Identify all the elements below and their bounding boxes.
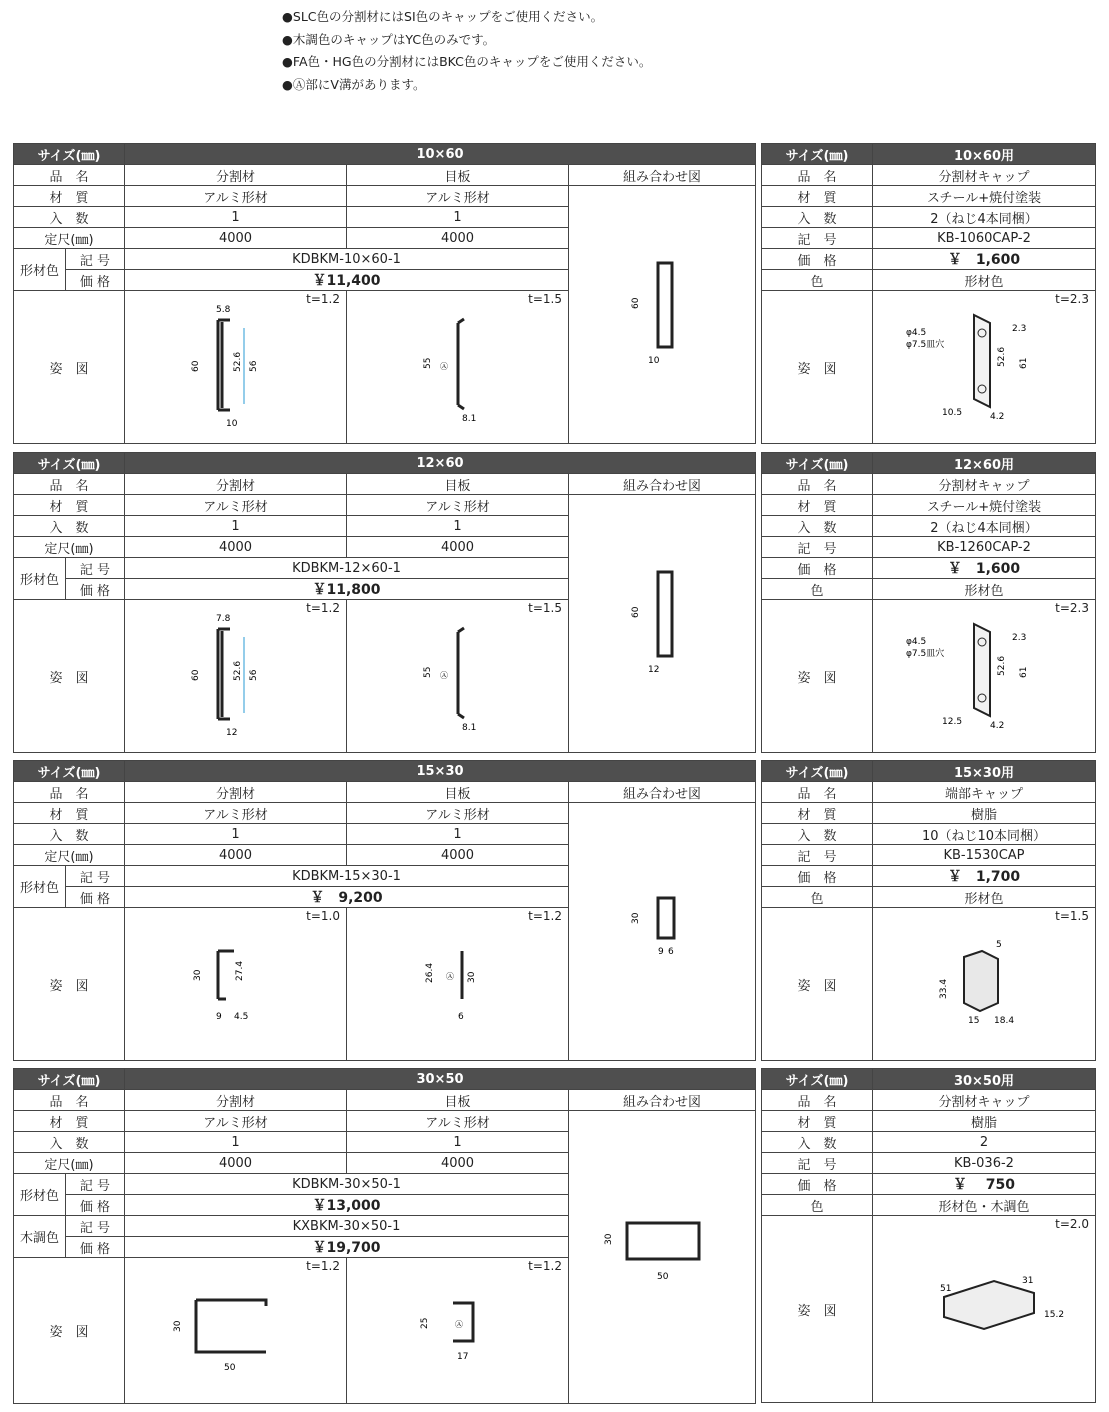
figure-part-b — [347, 908, 569, 1061]
cover-plate-figure — [418, 614, 498, 734]
combo-figure-cell — [569, 186, 756, 444]
svg-text:2.3: 2.3 — [1012, 633, 1027, 643]
material-label: 材 質 — [762, 1111, 873, 1132]
length-label: 定尺(㎜) — [14, 228, 125, 249]
cap-material: スチール+焼付塗装 — [873, 186, 1096, 207]
cap-size: 10×60用 — [873, 144, 1096, 165]
svg-text:8.1: 8.1 — [461, 723, 476, 733]
svg-text:φ4.5: φ4.5 — [906, 328, 927, 338]
svg-text:12: 12 — [648, 664, 660, 675]
cover-plate-figure — [413, 1289, 503, 1369]
thickness-b: t=1.5 — [528, 292, 562, 306]
svg-text:61: 61 — [1019, 666, 1029, 678]
svg-text:60: 60 — [631, 297, 642, 309]
svg-text:10: 10 — [648, 355, 660, 366]
combination-figure — [622, 890, 702, 970]
svg-text:55: 55 — [422, 666, 433, 678]
size-value: 12×60 — [125, 453, 756, 474]
svg-text:6: 6 — [457, 1012, 464, 1022]
cap-code: KB-1530CAP — [873, 845, 1096, 866]
cap-figure — [924, 937, 1044, 1027]
svg-text:φ4.5: φ4.5 — [906, 637, 927, 647]
qty-label: 入 数 — [14, 516, 125, 537]
product-table-30×50 — [13, 1068, 756, 1404]
svg-text:52.6: 52.6 — [232, 351, 243, 372]
product-table-15×30 — [13, 760, 756, 1061]
svg-text:5: 5 — [996, 940, 1002, 950]
material-label: 材 質 — [14, 803, 125, 824]
cap-thickness: t=2.0 — [1055, 1217, 1089, 1231]
figure-label: 姿 図 — [14, 291, 125, 444]
figure-part-a — [125, 908, 347, 1061]
name-label: 品 名 — [14, 1090, 125, 1111]
part-a-name: 分割材 — [125, 782, 347, 803]
material-a: アルミ形材 — [125, 1111, 347, 1132]
svg-text:60: 60 — [631, 606, 642, 618]
material-b: アルミ形材 — [347, 803, 569, 824]
code-label: 記 号 — [66, 249, 125, 270]
code-label: 記 号 — [762, 1153, 873, 1174]
svg-text:18.4: 18.4 — [994, 1016, 1015, 1026]
thickness-b: t=1.5 — [528, 601, 562, 615]
cap-qty: 10（ねじ10本同梱） — [873, 824, 1096, 845]
svg-text:52.6: 52.6 — [997, 346, 1007, 367]
svg-text:Ⓐ: Ⓐ — [454, 1319, 463, 1329]
svg-text:52.6: 52.6 — [997, 655, 1007, 676]
shape-color-label: 形材色 — [14, 558, 66, 600]
size-label: サイズ(㎜) — [762, 144, 873, 165]
thickness-a: t=1.2 — [306, 292, 340, 306]
svg-text:12.5: 12.5 — [942, 717, 963, 727]
price-label: 価 格 — [762, 249, 873, 270]
qty-b: 1 — [347, 516, 569, 537]
thickness-a: t=1.2 — [306, 1259, 340, 1273]
cap-table-10×60 — [761, 143, 1096, 444]
combination-figure — [597, 1215, 727, 1295]
part-a-name: 分割材 — [125, 1090, 347, 1111]
shape-color-label: 形材色 — [14, 866, 66, 908]
size-value: 30×50 — [125, 1069, 756, 1090]
combo-figure-cell — [569, 1111, 756, 1404]
price-label: 価 格 — [762, 558, 873, 579]
figure-part-a — [125, 291, 347, 444]
svg-text:55: 55 — [422, 357, 433, 369]
svg-text:15.2: 15.2 — [1044, 1310, 1064, 1320]
cap-figure-cell — [873, 1216, 1096, 1403]
combo-label: 組み合わせ図 — [569, 165, 756, 186]
qty-label: 入 数 — [762, 207, 873, 228]
part-b-name: 目板 — [347, 165, 569, 186]
figure-label: 姿 図 — [762, 600, 873, 753]
svg-text:7.8: 7.8 — [215, 614, 230, 624]
svg-text:Ⓐ: Ⓐ — [445, 972, 454, 981]
thickness-b: t=1.2 — [528, 1259, 562, 1273]
size-label: サイズ(㎜) — [14, 761, 125, 782]
product-code: KDBKM-10×60-1 — [125, 249, 569, 270]
price-label: 価 格 — [762, 866, 873, 887]
svg-text:10: 10 — [225, 419, 237, 429]
svg-text:5.8: 5.8 — [215, 305, 230, 315]
qty-a: 1 — [125, 1132, 347, 1153]
cap-color: 形材色 — [873, 579, 1096, 600]
figure-part-b — [347, 600, 569, 753]
svg-text:30: 30 — [604, 1233, 615, 1245]
qty-label: 入 数 — [14, 824, 125, 845]
svg-text:9: 9 — [215, 1012, 222, 1022]
code-label: 記 号 — [762, 845, 873, 866]
material-label: 材 質 — [14, 1111, 125, 1132]
product-price: ￥11,400 — [125, 270, 569, 291]
cap-qty: 2（ねじ4本同梱） — [873, 207, 1096, 228]
qty-a: 1 — [125, 824, 347, 845]
note-4: ●Ⓐ部にV溝があります。 — [282, 76, 426, 92]
cap-material: 樹脂 — [873, 803, 1096, 824]
price-label: 価 格 — [66, 579, 125, 600]
figure-label: 姿 図 — [762, 1216, 873, 1403]
cap-color: 形材色 — [873, 270, 1096, 291]
material-b: アルミ形材 — [347, 186, 569, 207]
qty-label: 入 数 — [14, 1132, 125, 1153]
svg-text:60: 60 — [190, 669, 201, 681]
svg-text:8.1: 8.1 — [461, 414, 476, 424]
cap-size: 30×50用 — [873, 1069, 1096, 1090]
svg-text:4.2: 4.2 — [990, 721, 1005, 731]
svg-text:30: 30 — [466, 971, 477, 983]
name-label: 品 名 — [14, 165, 125, 186]
figure-part-a — [125, 600, 347, 753]
product-code: KDBKM-30×50-1 — [125, 1174, 569, 1195]
size-label: サイズ(㎜) — [14, 144, 125, 165]
product-price: ￥13,000 — [125, 1195, 569, 1216]
product-price: ￥11,800 — [125, 579, 569, 600]
length-b: 4000 — [347, 537, 569, 558]
cap-price: ￥ 1,600 — [873, 249, 1096, 270]
svg-text:52.6: 52.6 — [232, 660, 243, 681]
product-table-12×60 — [13, 452, 756, 753]
svg-text:12: 12 — [225, 728, 237, 738]
figure-part-b — [347, 1258, 569, 1404]
material-label: 材 質 — [14, 186, 125, 207]
material-a: アルミ形材 — [125, 186, 347, 207]
combination-figure — [622, 562, 702, 682]
figure-label: 姿 図 — [762, 291, 873, 444]
thickness-a: t=1.2 — [306, 601, 340, 615]
svg-text:Ⓐ: Ⓐ — [439, 362, 448, 371]
color-label: 色 — [762, 887, 873, 908]
figure-label: 姿 図 — [14, 908, 125, 1061]
cap-color: 形材色・木調色 — [873, 1195, 1096, 1216]
cap-code: KB-1260CAP-2 — [873, 537, 1096, 558]
cap-figure — [904, 614, 1064, 734]
cap-name: 分割材キャップ — [873, 474, 1096, 495]
cap-figure — [904, 305, 1064, 425]
svg-text:9: 9 — [658, 946, 664, 957]
code-label: 記 号 — [762, 228, 873, 249]
figure-label: 姿 図 — [14, 1258, 125, 1404]
svg-text:φ7.5皿穴: φ7.5皿穴 — [906, 340, 945, 350]
cap-table-12×60 — [761, 452, 1096, 753]
qty-b: 1 — [347, 207, 569, 228]
cap-table-30×50 — [761, 1068, 1096, 1403]
product-code: KDBKM-12×60-1 — [125, 558, 569, 579]
color-label: 色 — [762, 1195, 873, 1216]
combo-figure-cell — [569, 803, 756, 1061]
product-price-wood: ￥19,700 — [125, 1237, 569, 1258]
svg-text:50: 50 — [657, 1272, 669, 1282]
cap-material: 樹脂 — [873, 1111, 1096, 1132]
thickness-b: t=1.2 — [528, 909, 562, 923]
length-b: 4000 — [347, 1153, 569, 1174]
combo-label: 組み合わせ図 — [569, 474, 756, 495]
divider-profile-figure — [186, 609, 286, 739]
name-label: 品 名 — [762, 474, 873, 495]
length-a: 4000 — [125, 228, 347, 249]
svg-text:61: 61 — [1019, 357, 1029, 369]
length-a: 4000 — [125, 845, 347, 866]
qty-label: 入 数 — [762, 1132, 873, 1153]
figure-part-a — [125, 1258, 347, 1404]
length-a: 4000 — [125, 1153, 347, 1174]
qty-label: 入 数 — [762, 824, 873, 845]
cap-price: ￥ 1,600 — [873, 558, 1096, 579]
svg-text:25: 25 — [419, 1317, 430, 1329]
cap-size: 15×30用 — [873, 761, 1096, 782]
material-label: 材 質 — [762, 495, 873, 516]
name-label: 品 名 — [14, 782, 125, 803]
size-label: サイズ(㎜) — [762, 453, 873, 474]
name-label: 品 名 — [762, 782, 873, 803]
material-a: アルミ形材 — [125, 803, 347, 824]
qty-a: 1 — [125, 516, 347, 537]
cover-plate-figure — [418, 937, 498, 1027]
qty-a: 1 — [125, 207, 347, 228]
svg-text:10.5: 10.5 — [942, 408, 963, 418]
divider-profile-figure — [186, 937, 286, 1027]
code-label: 記 号 — [66, 1174, 125, 1195]
cap-material: スチール+焼付塗装 — [873, 495, 1096, 516]
part-b-name: 目板 — [347, 1090, 569, 1111]
svg-text:30: 30 — [172, 1320, 183, 1332]
cap-thickness: t=2.3 — [1055, 601, 1089, 615]
code-label: 記 号 — [762, 537, 873, 558]
note-2: ●木調色のキャップはYC色のみです。 — [282, 31, 496, 47]
shape-color-label: 形材色 — [14, 1174, 66, 1216]
qty-label: 入 数 — [14, 207, 125, 228]
note-1: ●SLC色の分割材にはSI色のキャップをご使用ください。 — [282, 9, 604, 24]
product-code-wood: KXBKM-30×50-1 — [125, 1216, 569, 1237]
price-label: 価 格 — [66, 1237, 125, 1258]
divider-profile-figure — [166, 1284, 306, 1374]
price-label: 価 格 — [66, 1195, 125, 1216]
figure-label: 姿 図 — [762, 908, 873, 1061]
material-label: 材 質 — [762, 186, 873, 207]
length-label: 定尺(㎜) — [14, 845, 125, 866]
combo-label: 組み合わせ図 — [569, 1090, 756, 1111]
part-b-name: 目板 — [347, 474, 569, 495]
cap-qty: 2 — [873, 1132, 1096, 1153]
svg-text:15: 15 — [968, 1016, 980, 1026]
color-label: 色 — [762, 270, 873, 291]
svg-text:30: 30 — [631, 912, 642, 924]
svg-text:6: 6 — [668, 946, 674, 957]
notes — [282, 6, 651, 96]
cover-plate-figure — [418, 305, 498, 425]
svg-text:60: 60 — [190, 360, 201, 372]
cap-name: 分割材キャップ — [873, 1090, 1096, 1111]
cap-name: 端部キャップ — [873, 782, 1096, 803]
cap-qty: 2（ねじ4本同梱） — [873, 516, 1096, 537]
length-label: 定尺(㎜) — [14, 1153, 125, 1174]
code-label: 記 号 — [66, 1216, 125, 1237]
cap-code: KB-1060CAP-2 — [873, 228, 1096, 249]
figure-label: 姿 図 — [14, 600, 125, 753]
cap-thickness: t=2.3 — [1055, 292, 1089, 306]
cap-price: ￥ 750 — [873, 1174, 1096, 1195]
svg-text:27.4: 27.4 — [234, 960, 245, 981]
name-label: 品 名 — [762, 165, 873, 186]
size-label: サイズ(㎜) — [14, 1069, 125, 1090]
material-a: アルミ形材 — [125, 495, 347, 516]
cap-table-15×30 — [761, 760, 1096, 1061]
combination-figure — [622, 253, 702, 373]
length-a: 4000 — [125, 537, 347, 558]
material-label: 材 質 — [762, 803, 873, 824]
color-label: 色 — [762, 579, 873, 600]
cap-figure-cell — [873, 291, 1096, 444]
svg-text:26.4: 26.4 — [424, 962, 435, 983]
name-label: 品 名 — [14, 474, 125, 495]
qty-b: 1 — [347, 824, 569, 845]
figure-part-b — [347, 291, 569, 444]
combo-figure-cell — [569, 495, 756, 753]
length-b: 4000 — [347, 228, 569, 249]
qty-b: 1 — [347, 1132, 569, 1153]
length-label: 定尺(㎜) — [14, 537, 125, 558]
shape-color-label: 形材色 — [14, 249, 66, 291]
cap-thickness: t=1.5 — [1055, 909, 1089, 923]
product-price: ￥ 9,200 — [125, 887, 569, 908]
cap-size: 12×60用 — [873, 453, 1096, 474]
code-label: 記 号 — [66, 866, 125, 887]
size-value: 15×30 — [125, 761, 756, 782]
code-label: 記 号 — [66, 558, 125, 579]
svg-text:51: 51 — [940, 1284, 952, 1294]
svg-text:56: 56 — [248, 360, 259, 372]
material-b: アルミ形材 — [347, 1111, 569, 1132]
cap-figure — [904, 1267, 1064, 1347]
cap-price: ￥ 1,700 — [873, 866, 1096, 887]
part-a-name: 分割材 — [125, 474, 347, 495]
svg-text:φ7.5皿穴: φ7.5皿穴 — [906, 649, 945, 659]
svg-text:33.4: 33.4 — [939, 978, 949, 999]
material-label: 材 質 — [14, 495, 125, 516]
svg-text:4.2: 4.2 — [990, 412, 1005, 422]
cap-name: 分割材キャップ — [873, 165, 1096, 186]
size-label: サイズ(㎜) — [14, 453, 125, 474]
svg-text:56: 56 — [248, 669, 259, 681]
product-table-10×60 — [13, 143, 756, 444]
size-label: サイズ(㎜) — [762, 1069, 873, 1090]
price-label: 価 格 — [762, 1174, 873, 1195]
svg-text:2.3: 2.3 — [1012, 324, 1027, 334]
size-value: 10×60 — [125, 144, 756, 165]
divider-profile-figure — [186, 300, 286, 430]
wood-color-label: 木調色 — [14, 1216, 66, 1258]
qty-label: 入 数 — [762, 516, 873, 537]
product-code: KDBKM-15×30-1 — [125, 866, 569, 887]
svg-text:50: 50 — [223, 1362, 235, 1373]
thickness-a: t=1.0 — [306, 909, 340, 923]
part-a-name: 分割材 — [125, 165, 347, 186]
price-label: 価 格 — [66, 270, 125, 291]
price-label: 価 格 — [66, 887, 125, 908]
cap-code: KB-036-2 — [873, 1153, 1096, 1174]
note-3: ●FA色・HG色の分割材にはBKC色のキャップをご使用ください。 — [282, 54, 652, 69]
length-b: 4000 — [347, 845, 569, 866]
combo-label: 組み合わせ図 — [569, 782, 756, 803]
svg-text:Ⓐ: Ⓐ — [439, 671, 448, 680]
cap-color: 形材色 — [873, 887, 1096, 908]
cap-figure-cell — [873, 600, 1096, 753]
svg-text:4.5: 4.5 — [233, 1012, 248, 1022]
material-b: アルミ形材 — [347, 495, 569, 516]
name-label: 品 名 — [762, 1090, 873, 1111]
part-b-name: 目板 — [347, 782, 569, 803]
svg-text:31: 31 — [1022, 1276, 1034, 1286]
cap-figure-cell — [873, 908, 1096, 1061]
svg-text:30: 30 — [192, 969, 203, 981]
svg-text:17: 17 — [456, 1351, 468, 1362]
size-label: サイズ(㎜) — [762, 761, 873, 782]
